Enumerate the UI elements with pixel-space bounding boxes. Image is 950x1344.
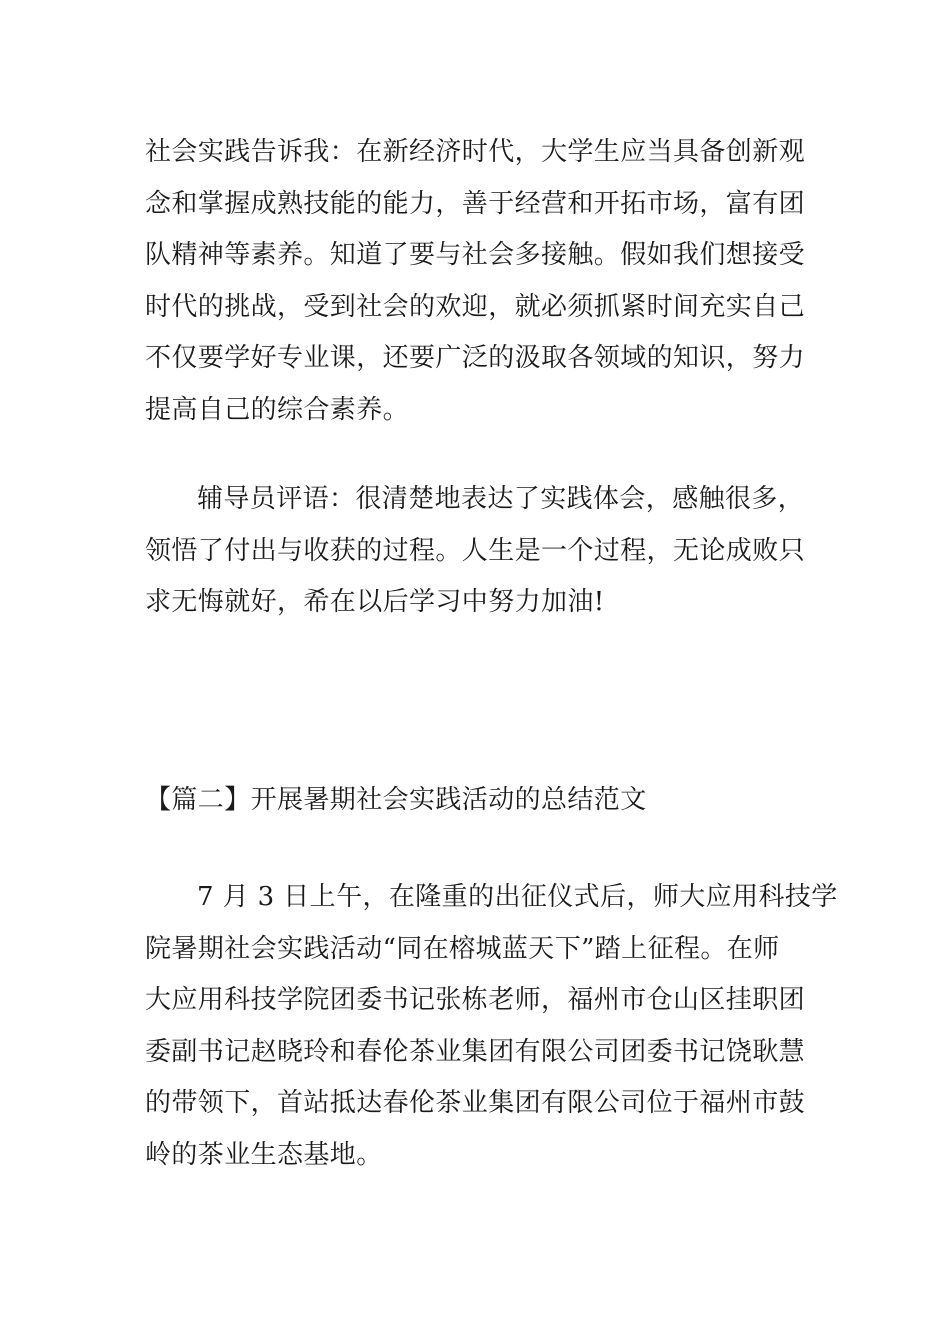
text-line: 队精神等素养。知道了要与社会多接触。假如我们想接受: [145, 240, 806, 270]
text-line: 领悟了付出与收获的过程。人生是一个过程，无论成败只: [145, 535, 806, 566]
paragraph-summer-activity: [145, 872, 838, 1181]
text-line: 大应用科技学院团委书记张栋老师，福州市仓山区挂职团: [145, 985, 806, 1015]
text-line: 不仅要学好专业课，还要广泛的汲取各领域的知识，努力: [145, 343, 806, 373]
text-line: 辅导员评语：很清楚地表达了实践体会，感触很多，: [197, 484, 805, 514]
text-line: 提高自己的综合素养。: [145, 394, 410, 425]
paragraph-social-practice: [145, 127, 813, 436]
text-line: 念和掌握成熟技能的能力，善于经营和开拓市场，富有团: [145, 188, 806, 219]
text-line: 社会实践告诉我：在新经济时代，大学生应当具备创新观: [145, 137, 806, 167]
paragraph-counselor-comment: [145, 474, 813, 629]
text-line: 的带领下，首站抵达春伦茶业集团有限公司位于福州市鼓: [145, 1088, 806, 1118]
text-line: 7 月 3 日上午，在隆重的出征仪式后，师大应用科技学: [197, 882, 838, 912]
section-heading: 【篇二】开展暑期社会实践活动的总结范文: [145, 785, 647, 815]
text-line: 院暑期社会实践活动“同在榕城蓝天下”踏上征程。在师: [145, 933, 780, 964]
text-line: 求无悔就好，希在以后学习中努力加油!: [145, 587, 605, 617]
text-line: 委副书记赵晓玲和春伦茶业集团有限公司团委书记饶耿慧: [145, 1036, 806, 1067]
text-line: 岭的茶业生态基地。: [145, 1139, 383, 1170]
text-line: 时代的挑战，受到社会的欢迎，就必须抓紧时间充实自己: [145, 291, 806, 322]
